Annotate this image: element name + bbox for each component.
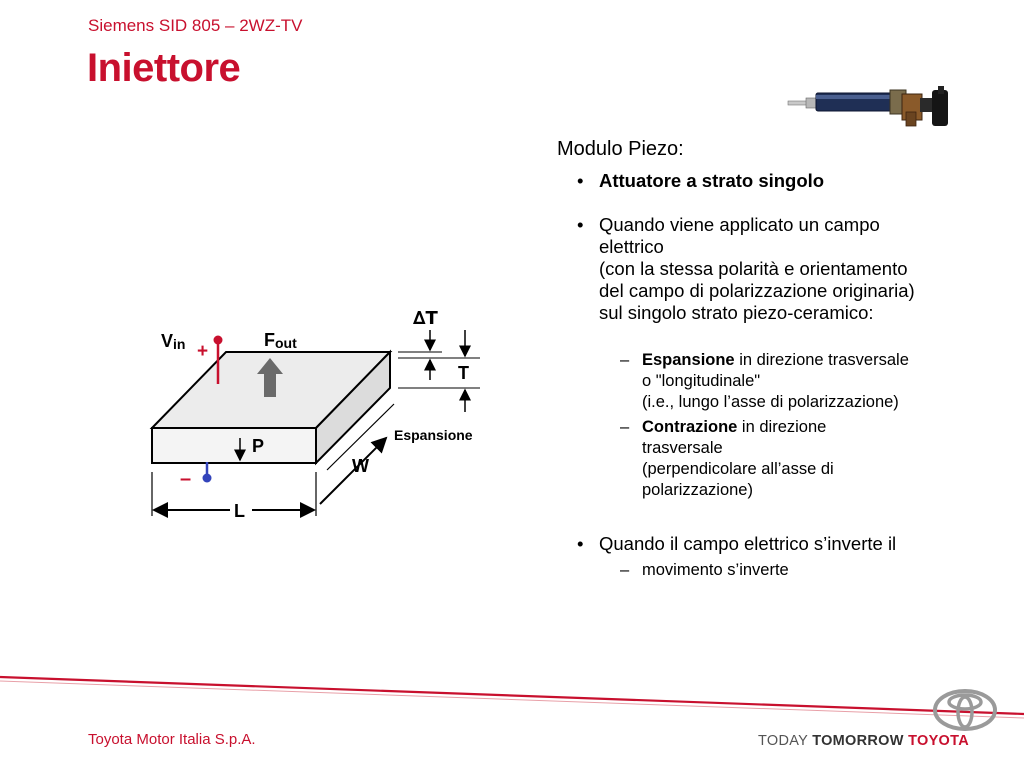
length-label: L (234, 501, 245, 521)
vin-label: Vin (161, 331, 186, 352)
plus-sign: + (197, 341, 209, 362)
plate-front-face (152, 428, 316, 463)
bullet-item: • Attuatore a strato singolo (577, 170, 825, 191)
minus-sign: – (180, 468, 192, 490)
footer-divider (0, 640, 1024, 720)
width-label: W (352, 456, 369, 476)
toyota-logo-icon (932, 688, 998, 732)
slide-title: Iniettore (87, 46, 241, 90)
section-heading: Modulo Piezo: (557, 138, 684, 160)
company-name: Toyota Motor Italia S.p.A. (88, 731, 256, 748)
positive-terminal (214, 336, 223, 345)
piezo-diagram (130, 300, 510, 530)
polarization-label: P (252, 436, 265, 456)
expansion-label: Espansione (394, 427, 473, 443)
negative-terminal (203, 474, 212, 483)
content-block (557, 138, 1007, 581)
fout-label: Fout (264, 330, 297, 351)
thickness-label: T (458, 363, 469, 383)
bullet-item: • Quando viene applicato un campo elettrico (con la stessa polarità e orientamento del campo di polarizzazione originaria) sul singolo strato piezo-ceramico: (577, 214, 915, 323)
bullet-item: • Quando il campo elettrico s’inverte il (577, 533, 897, 554)
delta-t-label: ∆T (413, 308, 438, 329)
sub-bullet-item: – movimento s’inverte (620, 561, 789, 579)
sub-bullet-item: – Espansione in direzione trasversale o "longitudinale" (i.e., lungo l’asse di polarizzazione) (620, 351, 909, 411)
injector-icon (786, 84, 956, 134)
brand-slogan: TODAY TOMORROW TOYOTA (758, 733, 969, 749)
presentation-subtitle: Siemens SID 805 – 2WZ-TV (88, 16, 303, 35)
sub-bullet-item: – Contrazione in direzione trasversale (perpendicolare all’asse di polarizzazione) (620, 418, 834, 499)
